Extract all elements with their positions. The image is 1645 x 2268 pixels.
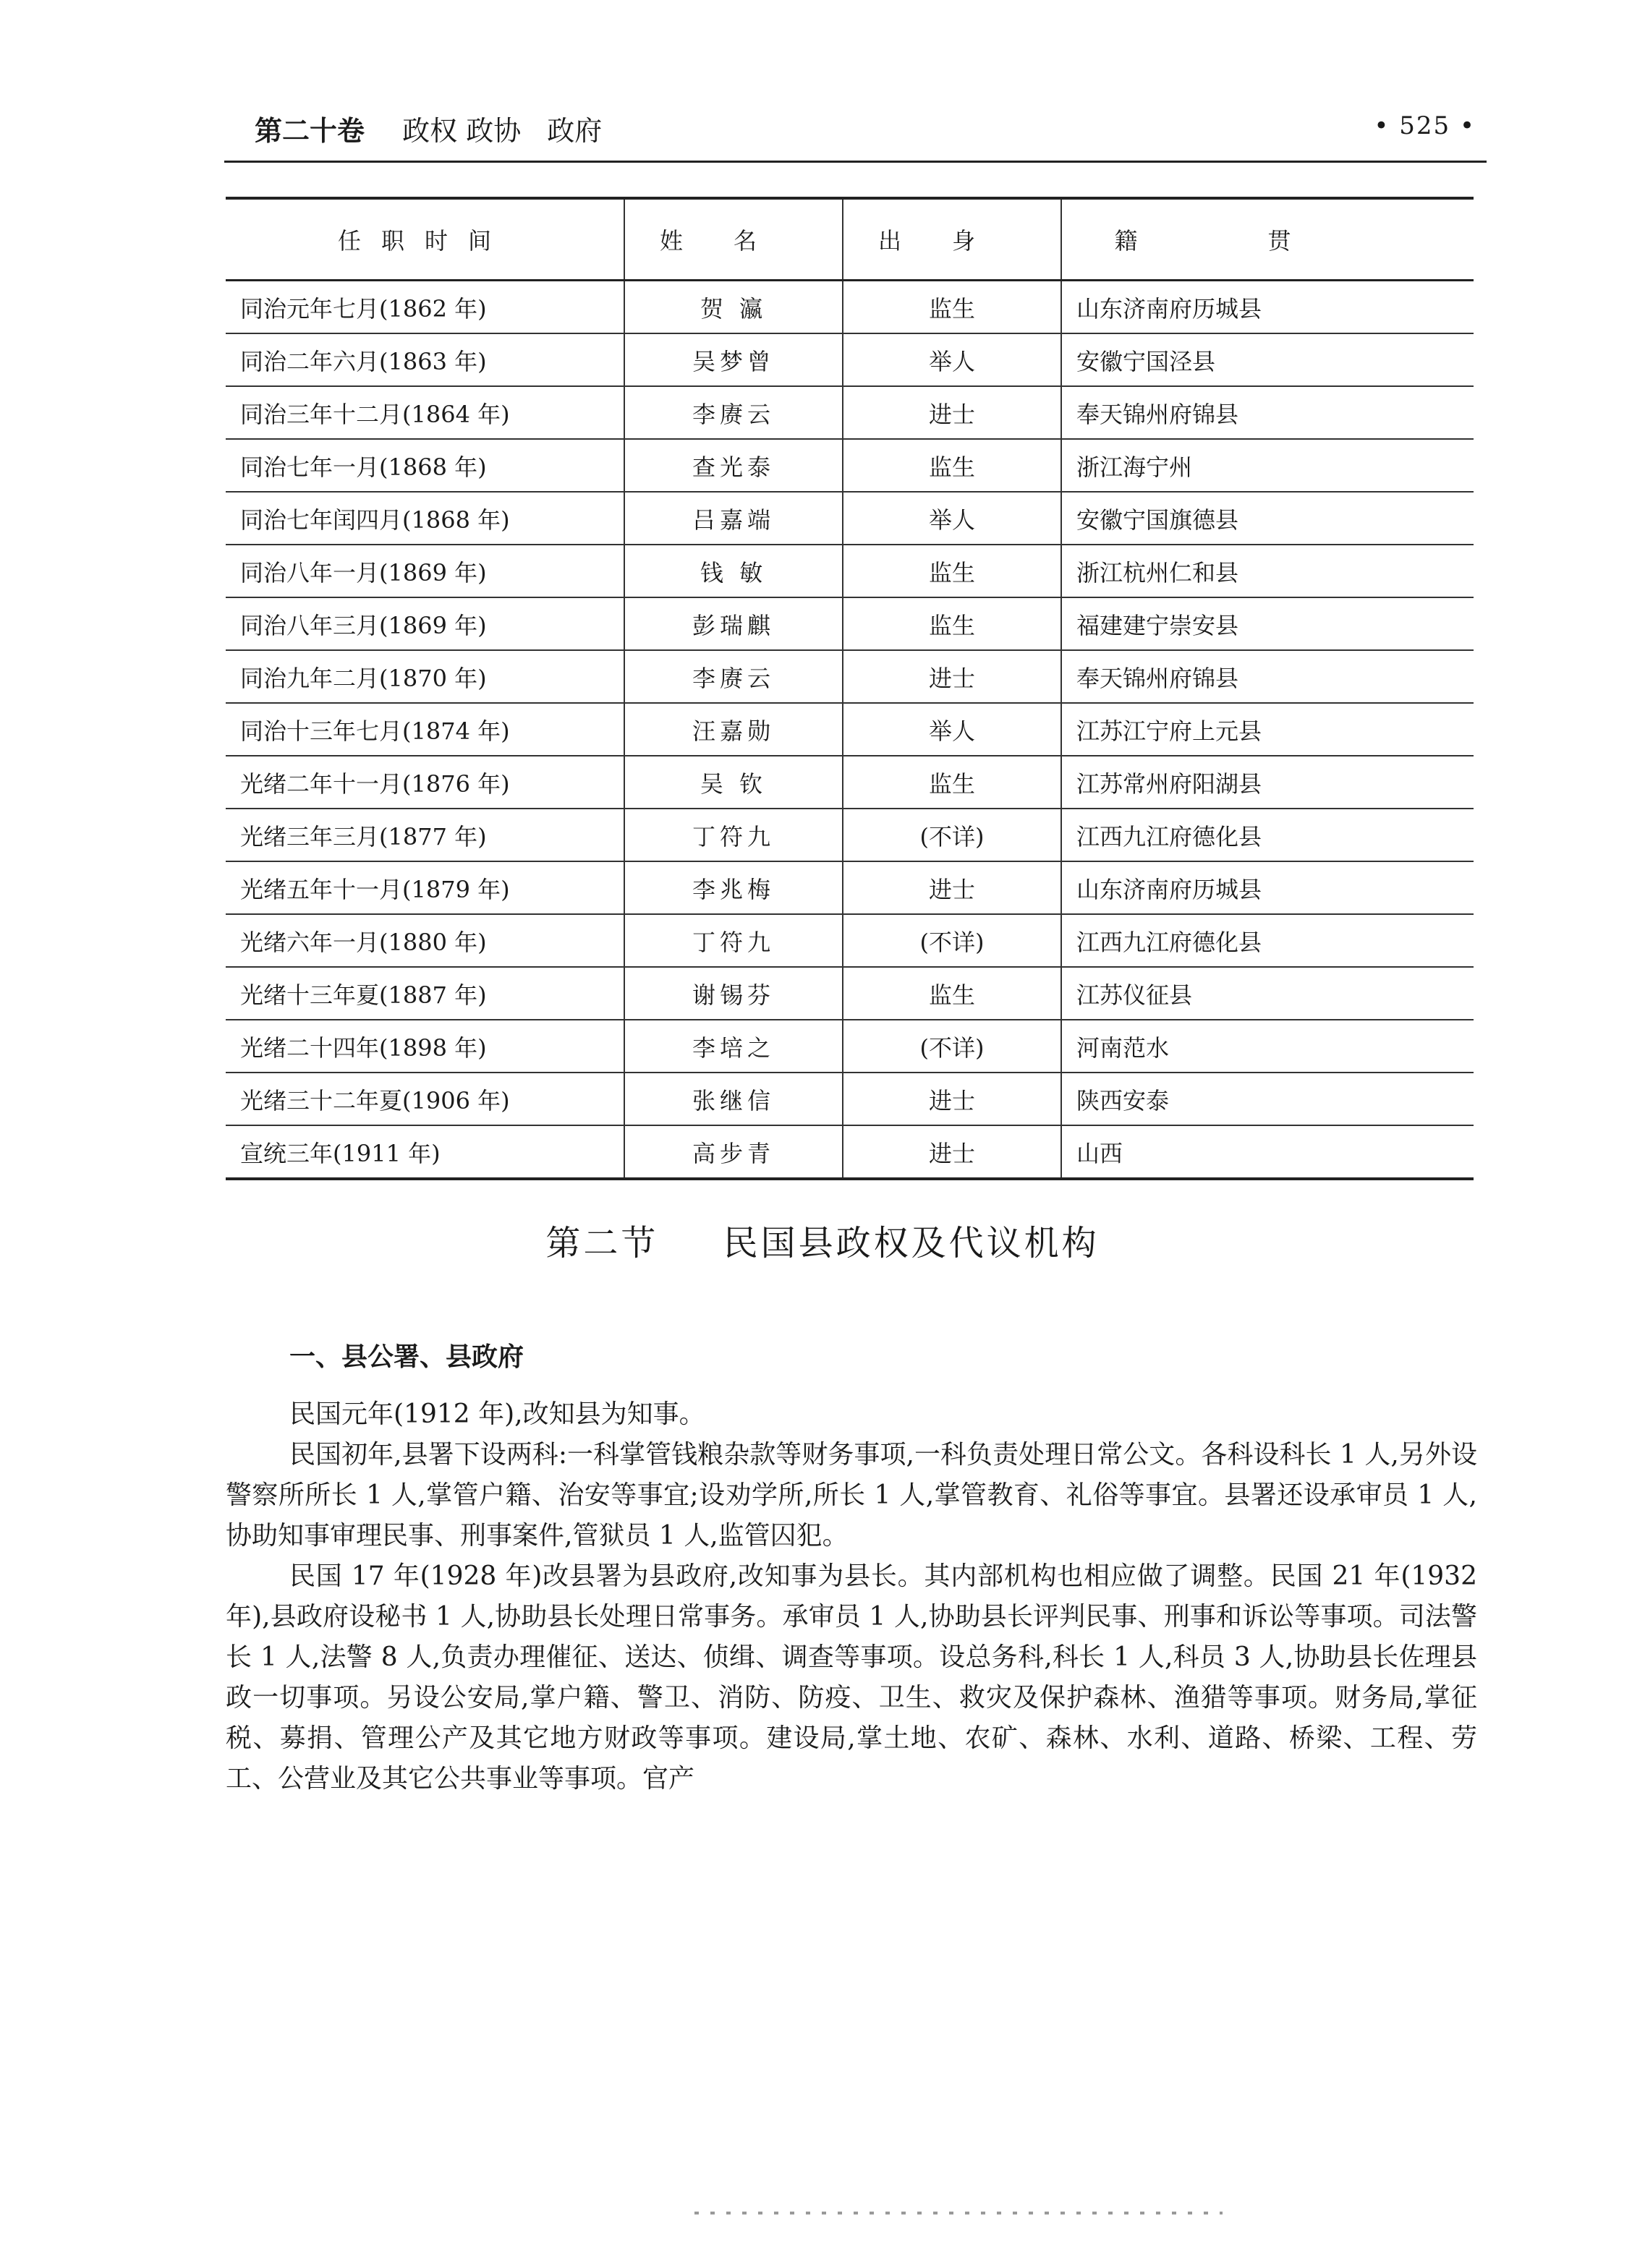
cell-native-place: 浙江海宁州 [1061,439,1474,492]
cell-native-place: 奉天锦州府锦县 [1061,386,1474,439]
section-label-1: 政权 政协 [402,115,522,147]
table-row [226,439,1474,492]
cell-native-place: 江苏江宁府上元县 [1061,703,1474,756]
cell-background: 进士 [843,1073,1061,1125]
paragraph: 民国 17 年(1928 年)改县署为县政府,改知事为县长。其内部机构也相应做了调整。民国 21 年(1932 年),县政府设秘书 1 人,协助县长处理日常事务。承审员 1 人,协助县长评判民事、刑事和诉讼等事项。司法警长 1 人,法警 8 人,负责办理催征、送达、侦缉、调查等事项。设总务科,科长 1 人,科员 3 人,协助县长佐理县政一切事项。另设公安局,掌户籍、警卫、消防、防疫、卫生、救灾及保护森林、渔猎等事项。财务局,掌征税、募捐、管理公产及其它地方财政等事项。建设局,掌土地、农矿、森林、水利、道路、桥梁、工程、劳工、公营业及其它公共事业等事项。官产 [226,1561,1477,1794]
cell-background: 监生 [843,967,1061,1020]
cell-native-place: 江苏仪征县 [1061,967,1474,1020]
cell-term: 光绪三年三月(1877 年) [226,809,624,861]
cell-background: 进士 [843,1125,1061,1179]
body-text [226,1394,1477,1799]
cell-name: 查光泰 [624,439,843,492]
cell-background: (不详) [843,914,1061,967]
section-label-2: 政府 [547,115,603,147]
cell-name: 李赓云 [624,650,843,703]
header-left [255,108,619,148]
cell-background: 监生 [843,545,1061,597]
column-header-background: 出身 [843,198,1061,281]
table-row [226,967,1474,1020]
cell-term: 光绪五年十一月(1879 年) [226,861,624,914]
cell-term: 同治八年一月(1869 年) [226,545,624,597]
cell-native-place: 山东济南府历城县 [1061,281,1474,334]
table-row [226,914,1474,967]
section-title: 民国县政权及代议机构 [723,1223,1100,1263]
table-body [226,281,1474,1180]
cell-term: 光绪十三年夏(1887 年) [226,967,624,1020]
section-heading [0,1215,1645,1265]
table-row [226,333,1474,386]
table-row [226,597,1474,650]
cell-term: 同治七年一月(1868 年) [226,439,624,492]
table-row [226,809,1474,861]
cell-native-place: 福建建宁崇安县 [1061,597,1474,650]
cell-native-place: 安徽宁国旗德县 [1061,492,1474,545]
cell-term: 同治八年三月(1869 年) [226,597,624,650]
cell-background: 举人 [843,333,1061,386]
cell-background: 举人 [843,492,1061,545]
cell-term: 同治元年七月(1862 年) [226,281,624,334]
cell-term: 同治七年闰四月(1868 年) [226,492,624,545]
cell-term: 光绪二十四年(1898 年) [226,1020,624,1073]
subheading: 一、县公署、县政府 [289,1342,524,1372]
volume-label: 第二十卷 [255,115,365,147]
cell-term: 同治二年六月(1863 年) [226,333,624,386]
cell-name: 李兆梅 [624,861,843,914]
table-row [226,703,1474,756]
cell-term: 同治三年十二月(1864 年) [226,386,624,439]
cell-term: 光绪三十二年夏(1906 年) [226,1073,624,1125]
cell-name: 丁符九 [624,914,843,967]
paragraph: 民国元年(1912 年),改知县为知事。 [289,1399,705,1429]
cell-term: 光绪六年一月(1880 年) [226,914,624,967]
scan-artifact [694,2212,1223,2214]
table-row [226,386,1474,439]
cell-native-place: 山东济南府历城县 [1061,861,1474,914]
running-header [255,108,1476,159]
paragraph: 民国初年,县署下设两科:一科掌管钱粮杂款等财务事项,一科负责处理日常公文。各科设科长 1 人,另外设警察所所长 1 人,掌管户籍、治安等事宜;设劝学所,所长 1 人,掌管教育、礼俗等事宜。县署还设承审员 1 人,协助知事审理民事、刑事案件,管狱员 1 人,监管囚犯。 [226,1440,1477,1551]
page-number: • 525 • [1374,111,1476,140]
cell-name: 汪嘉勋 [624,703,843,756]
cell-term: 光绪二年十一月(1876 年) [226,756,624,809]
cell-name: 丁符九 [624,809,843,861]
cell-name: 谢锡芬 [624,967,843,1020]
table-header-row [226,198,1474,281]
cell-native-place: 江苏常州府阳湖县 [1061,756,1474,809]
cell-term: 同治九年二月(1870 年) [226,650,624,703]
cell-native-place: 奉天锦州府锦县 [1061,650,1474,703]
cell-background: 监生 [843,439,1061,492]
cell-term: 宣统三年(1911 年) [226,1125,624,1179]
cell-native-place: 河南范水 [1061,1020,1474,1073]
cell-background: 监生 [843,756,1061,809]
cell-native-place: 陕西安泰 [1061,1073,1474,1125]
table-row [226,650,1474,703]
cell-name: 贺 瀛 [624,281,843,334]
cell-native-place: 江西九江府德化县 [1061,809,1474,861]
cell-background: (不详) [843,1020,1061,1073]
cell-native-place: 安徽宁国泾县 [1061,333,1474,386]
cell-name: 李赓云 [624,386,843,439]
cell-name: 张继信 [624,1073,843,1125]
officials-table [226,197,1474,1180]
cell-background: 进士 [843,861,1061,914]
table-row [226,1020,1474,1073]
section-number: 第二节 [545,1223,659,1263]
table-row [226,861,1474,914]
column-header-native-place: 籍贯 [1061,198,1474,281]
column-header-name: 姓名 [624,198,843,281]
cell-background: 进士 [843,386,1061,439]
header-rule [224,161,1487,163]
cell-native-place: 江西九江府德化县 [1061,914,1474,967]
cell-name: 李培之 [624,1020,843,1073]
cell-background: 监生 [843,597,1061,650]
cell-background: 监生 [843,281,1061,334]
table-row [226,492,1474,545]
cell-background: 进士 [843,650,1061,703]
cell-name: 高步青 [624,1125,843,1179]
table-row [226,281,1474,334]
cell-name: 钱 敏 [624,545,843,597]
table-row [226,1073,1474,1125]
cell-native-place: 浙江杭州仁和县 [1061,545,1474,597]
cell-background: (不详) [843,809,1061,861]
cell-name: 吴梦曾 [624,333,843,386]
table-row [226,545,1474,597]
table-row [226,1125,1474,1179]
cell-name: 吴 钦 [624,756,843,809]
column-header-term: 任职时间 [226,198,624,281]
cell-term: 同治十三年七月(1874 年) [226,703,624,756]
cell-name: 吕嘉端 [624,492,843,545]
cell-background: 举人 [843,703,1061,756]
cell-native-place: 山西 [1061,1125,1474,1179]
cell-name: 彭瑞麒 [624,597,843,650]
table-row [226,756,1474,809]
